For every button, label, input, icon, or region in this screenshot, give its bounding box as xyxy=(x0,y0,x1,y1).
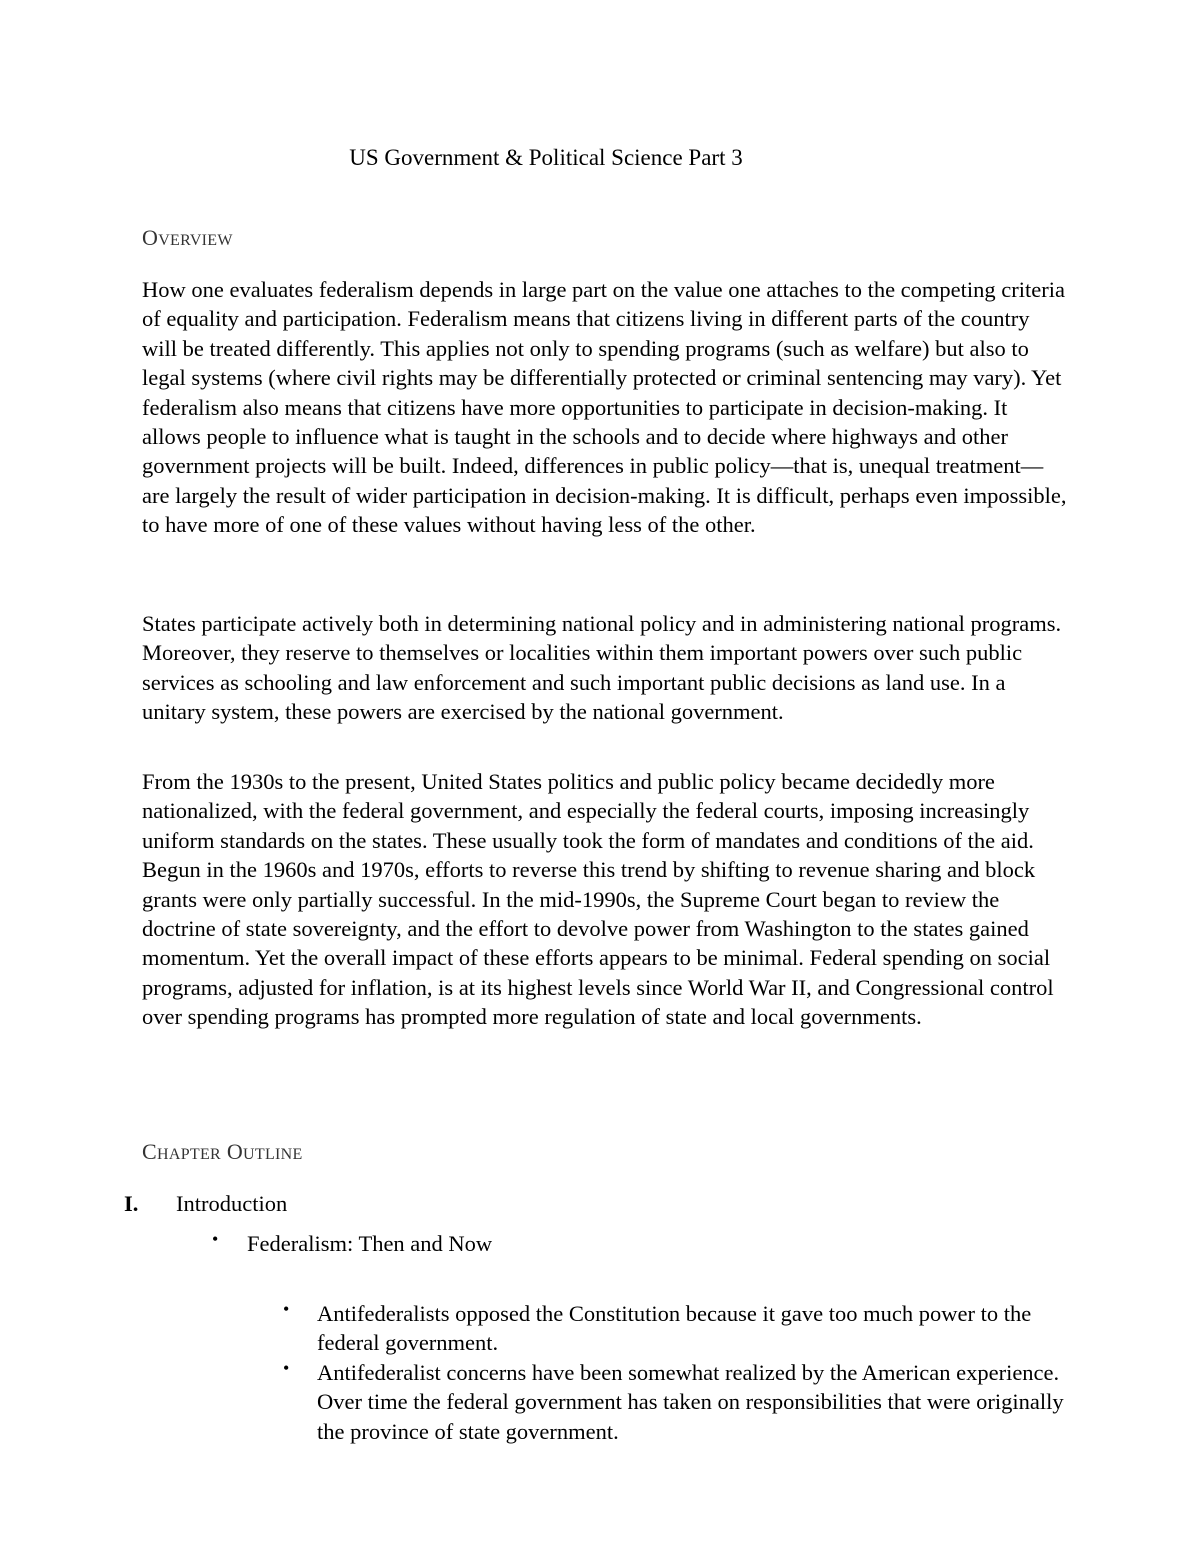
outline-section-label: Introduction xyxy=(176,1191,288,1216)
chapter-outline xyxy=(0,1189,1200,1444)
bullet-icon: • xyxy=(283,1358,290,1378)
outline-heading-initial-1: C xyxy=(142,1139,157,1164)
outline-heading-rest-1: HAPTER xyxy=(156,1146,222,1163)
outline-subitem-text: Antifederalist concerns have been somewhat realized by the American experience. Over time the federal government has taken on responsibilities that were originally the province of state government. xyxy=(317,1360,1064,1444)
outline-section xyxy=(0,1189,1200,1219)
outline-section-numeral: I. xyxy=(124,1191,139,1216)
overview-paragraph-2: States participate actively both in determining national policy and in administering national programs. Moreover, they reserve to themselves or localities within them important powers over such public services as schooling and law enforcement and such important public decisions as land use. In a unitary system, these powers are exercised by the national government. xyxy=(142,611,1062,725)
bullet-icon: • xyxy=(283,1299,290,1319)
outline-heading-initial-2: O xyxy=(226,1139,244,1164)
overview-paragraph-1: How one evaluates federalism depends in large part on the value one attaches to the competing criteria of equality and participation. Federalism means that citizens living in different parts of the country will be treated differently. This applies not only to spending programs (such as welfare) but also to legal systems (where civil rights may be differentially protected or criminal sentencing may vary). Yet federalism also means that citizens have more opportunities to participate in decision-making. It allows people to influence what is taught in the schools and to decide where highways and other government projects will be built. Indeed, differences in public policy—that is, unequal treatment—are largely the result of wider participation in decision-making. It is difficult, perhaps even impossible, to have more of one of these values without having less of the other. xyxy=(142,277,1067,538)
chapter-outline-heading xyxy=(142,1138,303,1169)
outline-heading-rest-2: UTLINE xyxy=(243,1146,303,1163)
bullet-icon: • xyxy=(212,1229,219,1249)
overview-heading xyxy=(142,224,233,255)
overview-paragraph-3: From the 1930s to the present, United States politics and public policy became decidedly more nationalized, with the federal government, and especially the federal courts, imposing increasingly uniform standards on the states. These usually took the form of mandates and conditions of the aid. Begun in the 1960s and 1970s, efforts to reverse this trend by shifting to revenue sharing and block grants were only partially successful. In the mid-1990s, the Supreme Court began to review the doctrine of state sovereignty, and the effort to devolve power from Washington to the states gained momentum. Yet the overall impact of these efforts appears to be minimal. Federal spending on social programs, adjusted for inflation, is at its highest levels since World War II, and Congressional control over spending programs has prompted more regulation of state and local governments. xyxy=(142,769,1054,1030)
overview-heading-initial: O xyxy=(142,225,159,250)
document-title: US Government & Political Science Part 3 xyxy=(349,145,743,170)
outline-subitem-text: Antifederalists opposed the Constitution because it gave too much power to the federal government. xyxy=(317,1301,1032,1356)
overview-heading-rest: VERVIEW xyxy=(158,232,233,249)
outline-item-text: Federalism: Then and Now xyxy=(247,1231,493,1256)
